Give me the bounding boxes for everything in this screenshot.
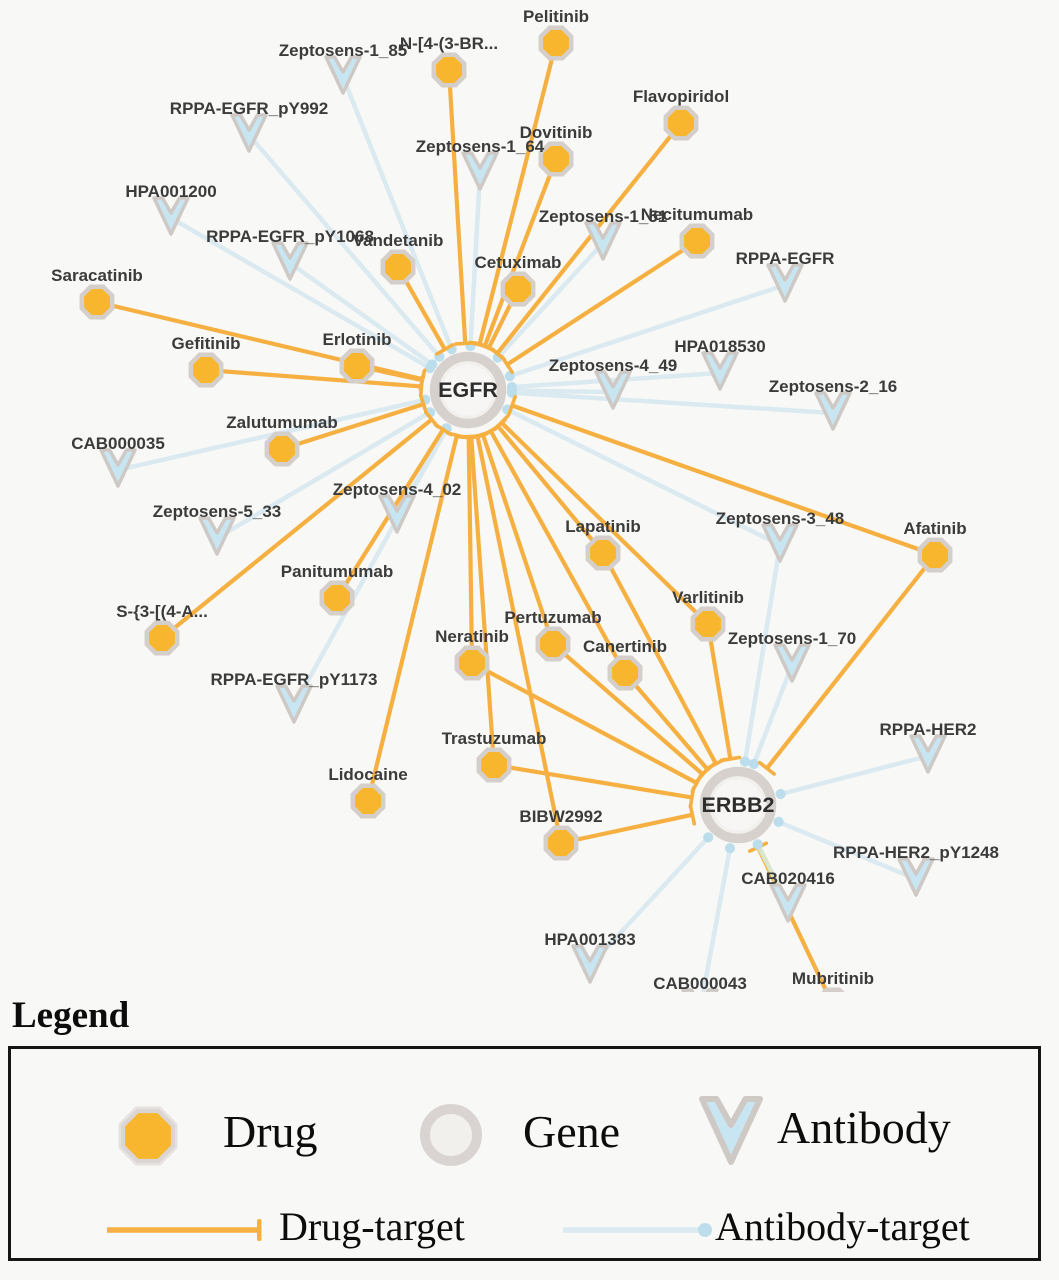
antibody-node-rppa_her2[interactable] bbox=[911, 736, 945, 772]
node-label-erbb2: ERBB2 bbox=[701, 793, 775, 817]
legend-label-drug: Drug bbox=[223, 1106, 318, 1157]
drug-target-line-icon bbox=[103, 1217, 275, 1243]
node-label-lapatinib: Lapatinib bbox=[565, 517, 641, 536]
legend-label-antibody: Antibody bbox=[777, 1102, 951, 1153]
node-label-vandetanib: Vandetanib bbox=[352, 231, 444, 250]
legend-label-gene: Gene bbox=[523, 1106, 621, 1157]
legend-title: Legend bbox=[12, 995, 130, 1036]
node-label-gefitinib: Gefitinib bbox=[171, 334, 241, 353]
antibody-node-z3_48[interactable] bbox=[763, 525, 797, 561]
node-label-rppa_egfr: RPPA-EGFR bbox=[735, 249, 835, 268]
node-label-dovitinib: Dovitinib bbox=[519, 123, 593, 142]
node-label-rppa_egfr_py1173: RPPA-EGFR_pY1173 bbox=[210, 670, 378, 689]
drug-node-trastuzumab[interactable] bbox=[479, 750, 509, 780]
drug-node-gefitinib[interactable] bbox=[191, 355, 221, 385]
antibody-node-z1_70[interactable] bbox=[775, 645, 809, 681]
drug-node-pelitinib[interactable] bbox=[541, 28, 571, 58]
node-label-z4_02: Zeptosens-4_02 bbox=[332, 480, 462, 499]
node-label-z1_70: Zeptosens-1_70 bbox=[727, 629, 857, 648]
node-label-rppa_her2: RPPA-HER2 bbox=[879, 720, 977, 739]
node-label-afatinib: Afatinib bbox=[903, 519, 967, 538]
drug-node-bibw2992[interactable] bbox=[546, 828, 576, 858]
drug-node-s34a[interactable] bbox=[147, 623, 177, 653]
drug-octagon-icon bbox=[110, 1098, 186, 1174]
node-label-cab000035: CAB000035 bbox=[71, 434, 165, 453]
drug-node-mubritinib[interactable] bbox=[818, 990, 848, 992]
antibody-node-z1_85[interactable] bbox=[326, 57, 360, 93]
node-label-zalutumumab: Zalutumumab bbox=[226, 413, 338, 432]
drug-node-afatinib[interactable] bbox=[920, 540, 950, 570]
drug-node-necitumumab[interactable] bbox=[682, 226, 712, 256]
edge-trastuzumab-erbb2 bbox=[494, 765, 692, 797]
antibody-node-rppa_her2_py1248[interactable] bbox=[899, 859, 933, 895]
node-label-hpa001383: HPA001383 bbox=[544, 930, 636, 949]
edge-rppa_her2-erbb2 bbox=[781, 756, 928, 794]
edge-n4br-egfr bbox=[449, 70, 465, 343]
node-label-pertuzumab: Pertuzumab bbox=[504, 608, 602, 627]
antibody-target-line-icon bbox=[559, 1217, 721, 1243]
legend-label-drug-target: Drug-target bbox=[279, 1204, 465, 1249]
antibody-node-cab020416[interactable] bbox=[771, 885, 805, 921]
node-label-erlotinib: Erlotinib bbox=[322, 330, 392, 349]
node-label-bibw2992: BIBW2992 bbox=[519, 807, 603, 826]
node-label-z3_48: Zeptosens-3_48 bbox=[715, 509, 845, 528]
node-label-cab020416: CAB020416 bbox=[741, 869, 835, 888]
node-label-rppa_egfr_py992: RPPA-EGFR_pY992 bbox=[169, 99, 329, 118]
node-label-rppa_egfr_py1068: RPPA-EGFR_pY1068 bbox=[206, 227, 374, 246]
node-label-n4br: N-[4-(3-BR... bbox=[399, 34, 499, 53]
node-label-z5_33: Zeptosens-5_33 bbox=[152, 502, 282, 521]
node-label-pelitinib: Pelitinib bbox=[522, 7, 590, 26]
edge-z3_48-erbb2 bbox=[745, 545, 780, 762]
node-label-canertinib: Canertinib bbox=[582, 637, 668, 656]
drug-node-cetuximab[interactable] bbox=[503, 274, 533, 304]
node-label-varlitinib: Varlitinib bbox=[672, 588, 744, 607]
node-label-lidocaine: Lidocaine bbox=[328, 765, 408, 784]
antibody-node-z5_33[interactable] bbox=[200, 518, 234, 554]
drug-node-canertinib[interactable] bbox=[610, 658, 640, 688]
edge-trastuzumab-egfr bbox=[471, 437, 494, 765]
drug-node-erlotinib[interactable] bbox=[342, 351, 372, 381]
drug-node-panitumumab[interactable] bbox=[322, 583, 352, 613]
node-label-z1_51: Zeptosens-1_51 bbox=[538, 207, 668, 226]
node-label-s34a: S-{3-[(4-A... bbox=[116, 602, 208, 621]
drug-node-lapatinib[interactable] bbox=[588, 538, 618, 568]
node-label-z1_64: Zeptosens-1_64 bbox=[415, 137, 545, 156]
drug-node-saracatinib[interactable] bbox=[82, 287, 112, 317]
drug-node-zalutumumab[interactable] bbox=[267, 434, 297, 464]
drug-node-vandetanib[interactable] bbox=[383, 252, 413, 282]
gene-circle-icon bbox=[413, 1097, 489, 1173]
antibody-node-rppa_egfr_py1173[interactable] bbox=[277, 686, 311, 722]
node-label-hpa001200: HPA001200 bbox=[125, 182, 217, 201]
node-label-egfr: EGFR bbox=[438, 378, 498, 402]
drug-node-dovitinib[interactable] bbox=[541, 144, 571, 174]
edge-cab000043-erbb2 bbox=[700, 848, 730, 992]
node-label-panitumumab: Panitumumab bbox=[280, 562, 394, 581]
drug-node-pertuzumab[interactable] bbox=[538, 629, 568, 659]
node-label-saracatinib: Saracatinib bbox=[51, 266, 143, 285]
drug-node-lidocaine[interactable] bbox=[353, 786, 383, 816]
node-label-hpa018530: HPA018530 bbox=[674, 337, 766, 356]
node-label-z4_49: Zeptosens-4_49 bbox=[548, 356, 678, 375]
antibody-chevron-icon bbox=[696, 1091, 766, 1177]
antibody-node-hpa001200[interactable] bbox=[154, 198, 188, 234]
drug-node-varlitinib[interactable] bbox=[693, 609, 723, 639]
node-label-necitumumab: Necitumumab bbox=[640, 205, 754, 224]
node-label-trastuzumab: Trastuzumab bbox=[441, 729, 547, 748]
node-label-cetuximab: Cetuximab bbox=[474, 253, 562, 272]
node-label-mubritinib: Mubritinib bbox=[791, 969, 875, 988]
node-label-z1_85: Zeptosens-1_85 bbox=[278, 41, 408, 60]
antibody-node-z1_64[interactable] bbox=[463, 153, 497, 189]
node-label-cab000043: CAB000043 bbox=[653, 974, 747, 992]
node-label-z2_16: Zeptosens-2_16 bbox=[768, 377, 898, 396]
drug-node-n4br[interactable] bbox=[434, 55, 464, 85]
antibody-node-hpa001383[interactable] bbox=[573, 946, 607, 982]
drug-node-flavopiridol[interactable] bbox=[666, 108, 696, 138]
edge-z4_49-egfr bbox=[512, 391, 613, 392]
node-label-neratinib: Neratinib bbox=[435, 627, 509, 646]
node-label-flavopiridol: Flavopiridol bbox=[632, 87, 730, 106]
antibody-node-hpa018530[interactable] bbox=[703, 353, 737, 389]
legend-box bbox=[8, 1046, 1041, 1261]
legend-label-antibody-target: Antibody-target bbox=[715, 1204, 970, 1249]
node-label-rppa_her2_py1248: RPPA-HER2_pY1248 bbox=[833, 843, 999, 862]
drug-node-neratinib[interactable] bbox=[457, 648, 487, 678]
antibody-node-rppa_egfr[interactable] bbox=[768, 265, 802, 301]
